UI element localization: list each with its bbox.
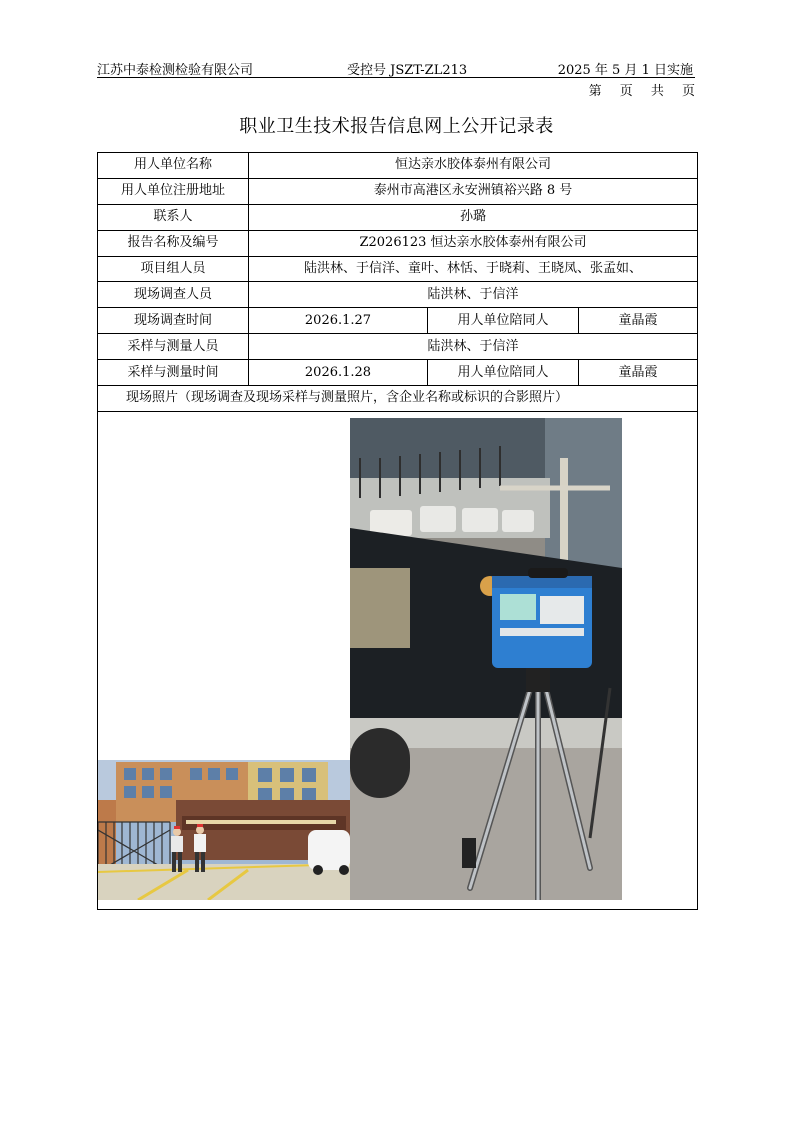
control-number: 受控号 JSZT-ZL213: [347, 63, 468, 78]
sampling-photo-image: [350, 418, 622, 900]
page-number: 第 页 共 页: [588, 84, 695, 99]
sampling-escort-label: 用人单位陪同人: [428, 360, 579, 386]
group-photo: [98, 760, 350, 900]
survey-time-value: 2026.1.27: [249, 308, 428, 334]
photos-cell: [98, 411, 698, 909]
unit-address-value: 泰州市高港区永安洲镇裕兴路 8 号: [249, 178, 698, 204]
row-team: [98, 256, 698, 282]
report-value: Z2026123 恒达亲水胶体泰州有限公司: [249, 230, 698, 256]
row-sampling-time: [98, 360, 698, 386]
survey-escort-label: 用人单位陪同人: [428, 308, 579, 334]
row-unit-name: [98, 153, 698, 179]
sampling-time-value: 2026.1.28: [249, 360, 428, 386]
record-table: [97, 152, 698, 910]
unit-name-value: 恒达亲水胶体泰州有限公司: [249, 153, 698, 179]
report-label: 报告名称及编号: [98, 230, 249, 256]
survey-staff-label: 现场调查人员: [98, 282, 249, 308]
sampling-staff-label: 采样与测量人员: [98, 334, 249, 360]
unit-name-label: 用人单位名称: [98, 153, 249, 179]
contact-label: 联系人: [98, 204, 249, 230]
row-contact: [98, 204, 698, 230]
team-value: 陆洪林、于信洋、童叶、林恬、于晓莉、王晓凤、张孟如、: [249, 256, 698, 282]
row-report: [98, 230, 698, 256]
page-title: 职业卫生技术报告信息网上公开记录表: [239, 116, 554, 137]
page-header: [97, 59, 695, 77]
sampling-escort-value: 童晶霞: [579, 360, 698, 386]
sampling-time-label: 采样与测量时间: [98, 360, 249, 386]
effective-date: 2025 年 5 月 1 日实施: [557, 63, 693, 78]
survey-staff-value: 陆洪林、于信洋: [249, 282, 698, 308]
photos-label: 现场照片（现场调查及现场采样与测量照片，含企业名称或标识的合影照片）: [98, 386, 698, 412]
sampling-staff-value: 陆洪林、于信洋: [249, 334, 698, 360]
row-unit-address: [98, 178, 698, 204]
group-photo-image: [98, 760, 350, 900]
row-sampling-staff: [98, 334, 698, 360]
header-divider: [97, 77, 695, 78]
survey-time-label: 现场调查时间: [98, 308, 249, 334]
team-label: 项目组人员: [98, 256, 249, 282]
company-name: 江苏中泰检测检验有限公司: [97, 63, 254, 78]
survey-escort-value: 童晶霞: [579, 308, 698, 334]
row-photos: [98, 411, 698, 909]
row-photos-head: [98, 386, 698, 412]
row-survey-staff: [98, 282, 698, 308]
unit-address-label: 用人单位注册地址: [98, 178, 249, 204]
row-survey-time: [98, 308, 698, 334]
contact-value: 孙璐: [249, 204, 698, 230]
sampling-photo: [350, 418, 622, 900]
